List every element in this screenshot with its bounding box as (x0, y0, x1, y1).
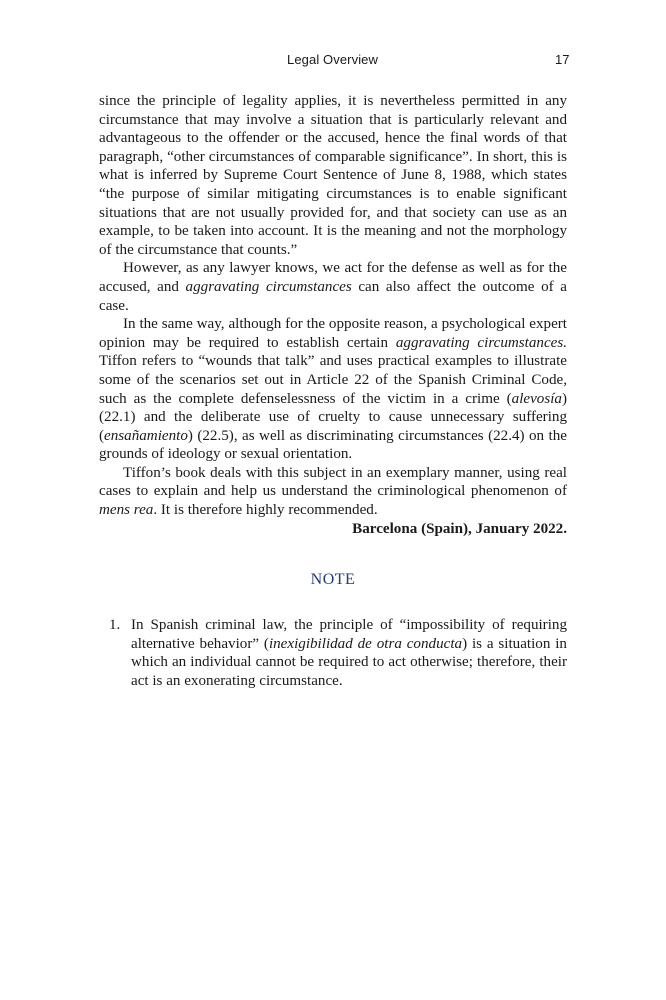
body-text (99, 92, 567, 538)
paragraph-3-emphasis-3: ensañamiento (104, 427, 188, 444)
note-text (131, 616, 567, 690)
paragraph-4 (99, 464, 567, 520)
paragraph-4-emphasis: mens rea (99, 502, 154, 519)
paragraph-3-emphasis-2: alevosía (511, 390, 562, 407)
paragraph-2-text-b: can also affect the outcome of a case. (99, 278, 567, 314)
note-text-a: In Spanish criminal law, the principle of “impossibility of requiring alternative behavior” ( (131, 617, 567, 652)
paragraph-1 (99, 92, 567, 259)
page-number: 17 (555, 52, 570, 67)
paragraph-3-text-a: In the same way, although for the opposite reason, a psychological expert opinion may be required to establish certain (99, 316, 567, 351)
note-emphasis: inexigibilidad de otra conducta (268, 635, 463, 652)
signoff: Barcelona (Spain), January 2022. (352, 520, 567, 537)
paragraph-3 (99, 315, 567, 464)
note-heading: NOTE (310, 571, 356, 588)
paragraph-3-text-c: ) (22.1) and the deliberate use of cruelty to cause unnecessary suffering ( (99, 390, 567, 444)
paragraph-4-text-a: Tiffon’s book deals with this subject in an exemplary manner, using real cases to explain and help us understand the criminological phenomenon of (99, 464, 567, 500)
note-number: 1. (109, 617, 121, 633)
note-text-b: ) is a situation in which an individual cannot be required to act otherwise; therefore, their act is an exonerating circumstance. (131, 635, 567, 689)
paragraph-2-text-a: However, as any lawyer knows, we act for the defense as well as for the accused, and (99, 260, 567, 295)
paragraph-2 (99, 259, 567, 315)
paragraph-4-text-b: . It is therefore highly recommended. (153, 502, 378, 519)
running-head-title: Legal Overview (287, 52, 378, 67)
paragraph-1-text: since the principle of legality applies, it is nevertheless permitted in any circumstance that may involve a situation that is particularly relevant and advantageous to the offender or the accused, hence the final words of that paragraph, “other circumstances of comparable significance”. In short, this is what is inferred by Supreme Court Sentence of June 8, 1988, which states “the purpose of similar mitigating circumstances is to enable significant situations that are not usually provided for, and that society can use as an example, to be taken into account. It is the meaning and not the morphology of the circumstance that counts.” (99, 93, 567, 258)
notes-list (99, 616, 567, 690)
paragraph-2-emphasis: aggravating circumstances (185, 278, 352, 295)
paragraph-3-text-d: ) (22.5), as well as discriminating circumstances (22.4) on the grounds of ideology or sexual orientation. (99, 427, 567, 463)
paragraph-3-text-b: Tiffon refers to “wounds that talk” and uses practical examples to illustrate some of the scenarios set out in Article 22 of the Spanish Criminal Code, such as the complete defenselessness of the victim in a crime ( (99, 353, 567, 407)
running-head (0, 52, 666, 72)
paragraph-3-emphasis-1: aggravating circumstances. (395, 334, 567, 351)
note-item (99, 616, 567, 690)
